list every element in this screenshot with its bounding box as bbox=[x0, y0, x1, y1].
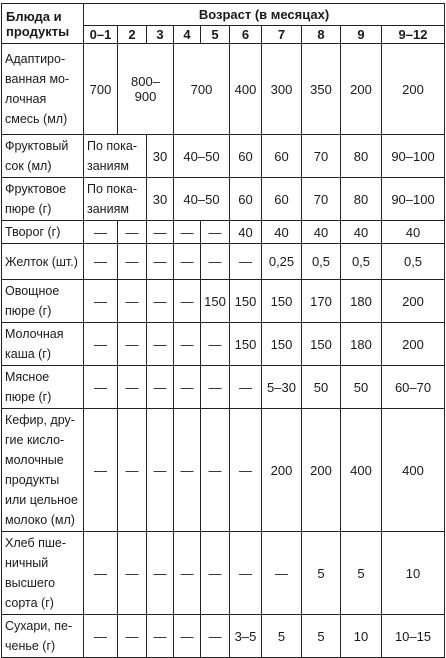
table-row bbox=[2, 532, 445, 615]
value-cell: 350 bbox=[302, 44, 341, 135]
value-cell: — bbox=[147, 366, 174, 409]
value-cell: 50 bbox=[341, 366, 382, 409]
value-cell: 150 bbox=[262, 280, 302, 323]
value-cell: — bbox=[84, 366, 118, 409]
value-cell: — bbox=[147, 221, 174, 244]
table-row bbox=[2, 366, 445, 409]
food-name: Кефир, дру-гие кисло-молочные продукты или цельное молоко (мл) bbox=[2, 409, 84, 532]
value-cell: 700 bbox=[84, 44, 118, 135]
food-name: Фруктовый сок (мл) bbox=[2, 135, 84, 178]
value-cell: 200 bbox=[382, 323, 445, 366]
value-cell: — bbox=[84, 244, 118, 280]
value-cell: 60 bbox=[230, 135, 262, 178]
value-cell: — bbox=[201, 532, 230, 615]
value-cell: 0,5 bbox=[341, 244, 382, 280]
food-name: Творог (г) bbox=[2, 221, 84, 244]
value-cell: 70 bbox=[302, 135, 341, 178]
age-header: 4 bbox=[174, 26, 201, 44]
table-row bbox=[2, 280, 445, 323]
value-cell: 40 bbox=[341, 221, 382, 244]
table-row bbox=[2, 221, 445, 244]
value-cell: 80 bbox=[341, 135, 382, 178]
value-cell: 80 bbox=[341, 178, 382, 221]
value-cell: — bbox=[147, 244, 174, 280]
value-cell: 30 bbox=[147, 178, 174, 221]
age-header: 0–1 bbox=[84, 26, 118, 44]
food-name: Молочная каша (г) bbox=[2, 323, 84, 366]
value-cell: 60 bbox=[262, 135, 302, 178]
value-cell: — bbox=[147, 532, 174, 615]
value-cell: 5 bbox=[302, 532, 341, 615]
value-cell: — bbox=[174, 280, 201, 323]
value-cell: 0,5 bbox=[382, 244, 445, 280]
table-row bbox=[2, 323, 445, 366]
value-cell: 40 bbox=[230, 221, 262, 244]
value-cell: — bbox=[147, 409, 174, 532]
value-cell: — bbox=[201, 323, 230, 366]
value-cell: — bbox=[201, 366, 230, 409]
value-cell: 0,25 bbox=[262, 244, 302, 280]
value-cell: — bbox=[84, 409, 118, 532]
food-name: Адаптиро-ванная мо-лочная смесь (мл) bbox=[2, 44, 84, 135]
value-cell: — bbox=[174, 409, 201, 532]
value-cell: 200 bbox=[262, 409, 302, 532]
value-cell: 150 bbox=[230, 323, 262, 366]
value-cell: — bbox=[201, 221, 230, 244]
value-cell: — bbox=[147, 280, 174, 323]
value-cell: 90–100 bbox=[382, 135, 445, 178]
value-cell: 400 bbox=[230, 44, 262, 135]
value-cell: 5 bbox=[302, 615, 341, 658]
value-cell: 5 bbox=[262, 615, 302, 658]
value-cell: По пока-заниям bbox=[84, 135, 147, 178]
age-header: 5 bbox=[201, 26, 230, 44]
value-cell: — bbox=[174, 532, 201, 615]
value-cell: 180 bbox=[341, 280, 382, 323]
table-row bbox=[2, 244, 445, 280]
value-cell: 200 bbox=[302, 409, 341, 532]
value-cell: 400 bbox=[382, 409, 445, 532]
value-cell: 5 bbox=[341, 532, 382, 615]
value-cell: 40–50 bbox=[174, 135, 230, 178]
food-name: Овощное пюре (г) bbox=[2, 280, 84, 323]
value-cell: 150 bbox=[230, 280, 262, 323]
value-cell: 10 bbox=[382, 532, 445, 615]
value-cell: — bbox=[230, 409, 262, 532]
value-cell: 200 bbox=[382, 280, 445, 323]
value-cell: — bbox=[84, 221, 118, 244]
value-cell: 60 bbox=[230, 178, 262, 221]
age-header: 9–12 bbox=[382, 26, 445, 44]
value-cell: 150 bbox=[302, 323, 341, 366]
value-cell: 180 bbox=[341, 323, 382, 366]
value-cell: 10–15 bbox=[382, 615, 445, 658]
value-cell: 5–30 bbox=[262, 366, 302, 409]
value-cell: — bbox=[201, 244, 230, 280]
value-cell: 40 bbox=[302, 221, 341, 244]
header-row-top bbox=[2, 4, 445, 26]
value-cell: — bbox=[174, 366, 201, 409]
value-cell: — bbox=[118, 532, 147, 615]
food-name: Желток (шт.) bbox=[2, 244, 84, 280]
table-row bbox=[2, 615, 445, 658]
value-cell: — bbox=[230, 244, 262, 280]
value-cell: 60 bbox=[262, 178, 302, 221]
feeding-table bbox=[1, 3, 445, 658]
value-cell: 150 bbox=[262, 323, 302, 366]
food-name: Сухари, пе-ченье (г) bbox=[2, 615, 84, 658]
value-cell: 800–900 bbox=[118, 44, 174, 135]
table-row bbox=[2, 178, 445, 221]
value-cell: — bbox=[84, 323, 118, 366]
value-cell: — bbox=[174, 323, 201, 366]
value-cell: — bbox=[174, 615, 201, 658]
value-cell: — bbox=[118, 244, 147, 280]
value-cell: — bbox=[201, 409, 230, 532]
value-cell: 40 bbox=[382, 221, 445, 244]
value-cell: — bbox=[84, 532, 118, 615]
value-cell: — bbox=[118, 323, 147, 366]
value-cell: 200 bbox=[382, 44, 445, 135]
value-cell: 300 bbox=[262, 44, 302, 135]
age-header: 2 bbox=[118, 26, 147, 44]
value-cell: — bbox=[262, 532, 302, 615]
value-cell: 200 bbox=[341, 44, 382, 135]
food-name: Хлеб пше-ничный высшего сорта (г) bbox=[2, 532, 84, 615]
table-row bbox=[2, 44, 445, 135]
value-cell: — bbox=[118, 280, 147, 323]
value-cell: 400 bbox=[341, 409, 382, 532]
value-cell: 60–70 bbox=[382, 366, 445, 409]
value-cell: — bbox=[84, 280, 118, 323]
value-cell: 40–50 bbox=[174, 178, 230, 221]
value-cell: 170 bbox=[302, 280, 341, 323]
value-cell: 3–5 bbox=[230, 615, 262, 658]
value-cell: 30 bbox=[147, 135, 174, 178]
table-row bbox=[2, 135, 445, 178]
value-cell: — bbox=[118, 409, 147, 532]
value-cell: 700 bbox=[174, 44, 230, 135]
value-cell: 150 bbox=[201, 280, 230, 323]
value-cell: 40 bbox=[262, 221, 302, 244]
age-header: 3 bbox=[147, 26, 174, 44]
value-cell: — bbox=[147, 615, 174, 658]
value-cell: 10 bbox=[341, 615, 382, 658]
age-header: 9 bbox=[341, 26, 382, 44]
value-cell: По пока-заниям bbox=[84, 178, 147, 221]
value-cell: 50 bbox=[302, 366, 341, 409]
age-header: 6 bbox=[230, 26, 262, 44]
value-cell: — bbox=[147, 323, 174, 366]
value-cell: — bbox=[230, 366, 262, 409]
food-name: Мясное пюре (г) bbox=[2, 366, 84, 409]
value-cell: 90–100 bbox=[382, 178, 445, 221]
value-cell: — bbox=[201, 615, 230, 658]
table-row bbox=[2, 409, 445, 532]
food-column-header: Блюда и продукты bbox=[2, 4, 84, 44]
food-name: Фруктовое пюре (г) bbox=[2, 178, 84, 221]
value-cell: — bbox=[118, 221, 147, 244]
value-cell: — bbox=[84, 615, 118, 658]
value-cell: — bbox=[230, 532, 262, 615]
age-header: 8 bbox=[302, 26, 341, 44]
value-cell: — bbox=[174, 244, 201, 280]
value-cell: 70 bbox=[302, 178, 341, 221]
age-header: 7 bbox=[262, 26, 302, 44]
value-cell: — bbox=[118, 615, 147, 658]
value-cell: — bbox=[118, 366, 147, 409]
value-cell: 0,5 bbox=[302, 244, 341, 280]
age-group-header: Возраст (в месяцах) bbox=[84, 4, 445, 26]
value-cell: — bbox=[174, 221, 201, 244]
